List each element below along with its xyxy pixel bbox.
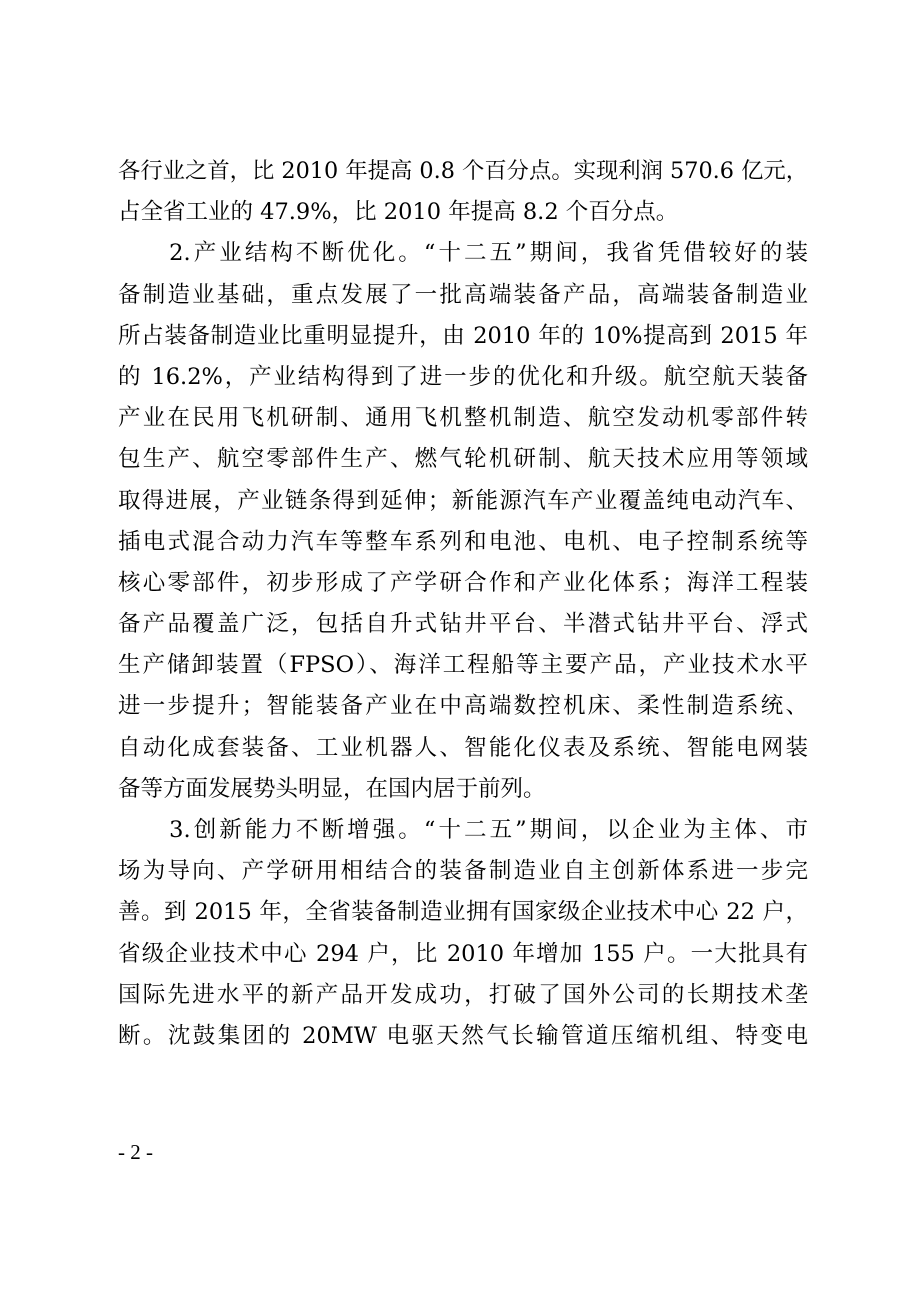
text-line: 的 16.2%，产业结构得到了进一步的优化和升级。航空航天装备 (118, 363, 808, 390)
text-line: 核心零部件，初步形成了产学研合作和产业化体系；海洋工程装 (118, 569, 808, 596)
body-text (118, 151, 808, 1057)
page-number: - 2 - (118, 1140, 153, 1164)
text-line: 2.产业结构不断优化。“十二五”期间，我省凭借较好的装 (118, 240, 808, 267)
text-line: 备制造业基础，重点发展了一批高端装备产品，高端装备制造业 (118, 281, 808, 308)
text-line: 插电式混合动力汽车等整车系列和电池、电机、电子控制系统等 (118, 528, 808, 555)
text-line: 备产品覆盖广泛，包括自升式钻井平台、半潜式钻井平台、浮式 (118, 611, 808, 638)
text-line: 进一步提升；智能装备产业在中高端数控机床、柔性制造系统、 (118, 693, 808, 720)
text-line: 包生产、航空零部件生产、燃气轮机研制、航天技术应用等领域 (118, 446, 808, 473)
text-line: 各行业之首，比 2010 年提高 0.8 个百分点。实现利润 570.6 亿元， (118, 158, 809, 184)
text-line: 占全省工业的 47.9%，比 2010 年提高 8.2 个百分点。 (118, 199, 679, 226)
text-line: 善。到 2015 年，全省装备制造业拥有国家级企业技术中心 22 户， (118, 899, 808, 926)
text-line: 断。沈鼓集团的 20MW 电驱天然气长输管道压缩机组、特变电 (118, 1022, 808, 1049)
text-line: 取得进展，产业链条得到延伸；新能源汽车产业覆盖纯电动汽车、 (118, 487, 808, 514)
text-line: 场为导向、产学研用相结合的装备制造业自主创新体系进一步完 (118, 858, 808, 885)
text-line: 产业在民用飞机研制、通用飞机整机制造、航空发动机零部件转 (118, 405, 808, 432)
text-line: 生产储卸装置（FPSO）、海洋工程船等主要产品，产业技术水平 (118, 652, 808, 679)
text-line: 省级企业技术中心 294 户，比 2010 年增加 155 户。一大批具有 (118, 940, 808, 967)
text-line: 备等方面发展势头明显，在国内居于前列。 (118, 775, 546, 802)
text-line: 国际先进水平的新产品开发成功，打破了国外公司的长期技术垄 (118, 981, 808, 1008)
text-line: 3.创新能力不断增强。“十二五”期间，以企业为主体、市 (118, 817, 808, 843)
text-line: 所占装备制造业比重明显提升，由 2010 年的 10%提高到 2015 年 (118, 322, 808, 349)
text-line: 自动化成套装备、工业机器人、智能化仪表及系统、智能电网装 (118, 734, 808, 761)
